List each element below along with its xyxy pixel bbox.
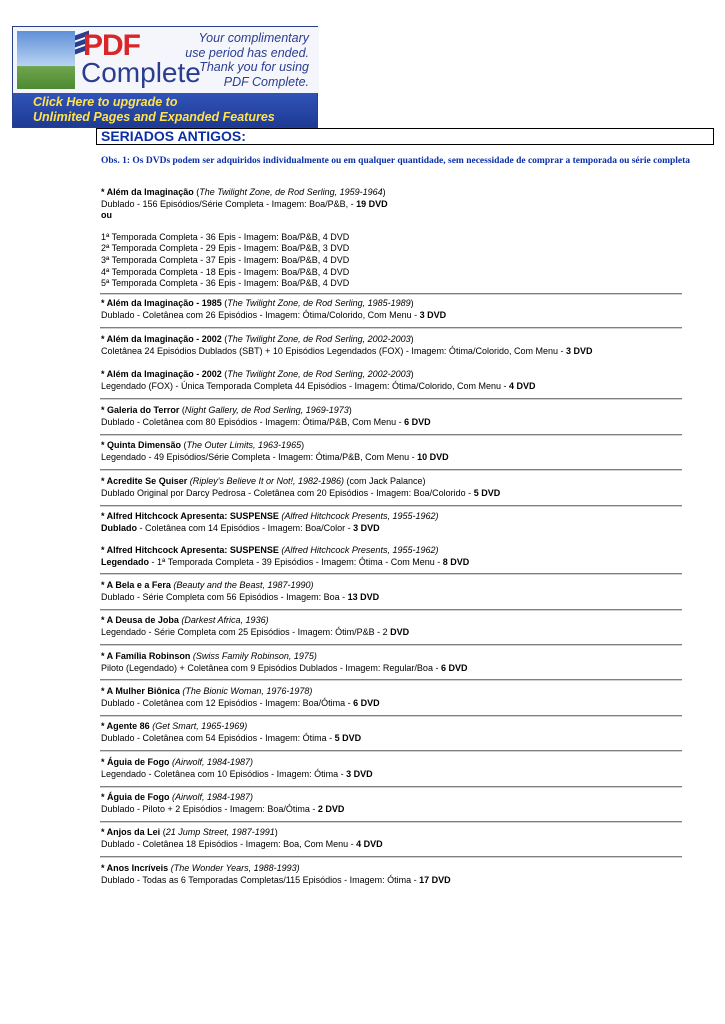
entry-original-title: The Twilight Zone, de Rod Serling, 2002-2003 xyxy=(227,369,411,379)
entry-language: Dublado xyxy=(101,522,137,533)
catalog-entry xyxy=(101,651,467,674)
catalog-entry xyxy=(101,334,593,357)
banner-message-line: use period has ended. xyxy=(185,45,309,60)
entry-dvd-count: 8 DVD xyxy=(442,556,470,567)
catalog-entry xyxy=(101,187,388,290)
divider xyxy=(100,609,682,610)
divider xyxy=(100,679,682,680)
entry-details: Dublado - Piloto + 2 Episódios - Imagem: Boa/Ótima - xyxy=(101,803,318,814)
entry-title: * Além da Imaginação xyxy=(101,187,194,197)
banner-message xyxy=(179,31,309,89)
entry-details: Legendado - Série Completa com 25 Episódios - Imagem: Ótim/P&B - 2 xyxy=(101,626,391,637)
entry-dvd-count: 4 DVD xyxy=(509,380,536,391)
entry-original-title: (Alfred Hitchcock Presents, 1955-1962) xyxy=(281,545,439,555)
entry-title: * A Deusa de Joba xyxy=(101,615,179,625)
entry-original-title: The Twilight Zone, de Rod Serling, 1959-1964 xyxy=(199,187,383,197)
entry-title: * A Bela e a Fera xyxy=(101,580,171,590)
entry-title: * Águia de Fogo xyxy=(101,792,170,802)
catalog-entry xyxy=(101,405,431,428)
season-line: 3ª Temporada Completa - 37 Epis - Imagem: Boa/P&B, 4 DVD xyxy=(101,254,350,265)
catalog-entry xyxy=(101,863,451,886)
entry-dvd-count: 2 DVD xyxy=(317,803,345,814)
divider xyxy=(100,786,682,787)
entry-dvd-count: 10 DVD xyxy=(417,451,449,462)
entry-dvd-count: DVD xyxy=(390,626,410,637)
entry-dvd-count: 13 DVD xyxy=(347,591,380,602)
entry-dvd-count: 3 DVD xyxy=(346,768,373,779)
catalog-entry xyxy=(101,511,438,534)
entry-title: * A Família Robinson xyxy=(101,651,191,661)
upgrade-link-line1[interactable]: Click Here to upgrade to xyxy=(33,95,178,109)
entry-punct: ( xyxy=(179,405,185,415)
entry-details: Dublado - 156 Episódios/Série Completa - Imagem: Boa/P&B, - xyxy=(101,198,357,209)
entry-dvd-count: 6 DVD xyxy=(440,662,468,673)
catalog-entry xyxy=(101,476,500,499)
entry-original-title: (The Wonder Years, 1988-1993) xyxy=(170,863,300,873)
entry-dvd-count: 17 DVD xyxy=(419,874,451,885)
entry-punct: ) xyxy=(410,334,414,344)
entry-punct: ( xyxy=(221,369,228,379)
skydiver-image xyxy=(17,31,75,89)
entry-original-title: (Beauty and the Beast, 1987-1990) xyxy=(173,580,314,590)
entry-title: * Anjos da Lei xyxy=(101,827,161,837)
entry-original-title: (Ripley's Believe It or Not!, 1982-1986) xyxy=(189,476,345,486)
entry-details: Dublado - Coletânea com 26 Episódios - Imagem: Ótima/Colorido, Com Menu - xyxy=(101,309,420,320)
divider xyxy=(100,327,682,328)
entry-details: - 1ª Temporada Completa - 39 Episódios - Imagem: Ótima - Com Menu - xyxy=(149,556,443,567)
entry-dvd-count: 6 DVD xyxy=(404,416,431,427)
entry-original-title: (Alfred Hitchcock Presents, 1955-1962) xyxy=(281,511,439,521)
entry-title: * Além da Imaginação - 1985 xyxy=(101,298,222,308)
section-header-box xyxy=(96,128,714,145)
entry-details: Dublado - Coletânea com 80 Episódios - Imagem: Ótima/P&B, Com Menu - xyxy=(101,416,405,427)
entry-punct: ) xyxy=(274,827,278,837)
catalog-entry xyxy=(101,615,409,638)
catalog-entry xyxy=(101,298,446,321)
catalog-entry xyxy=(101,757,373,780)
entry-original-title: (Airwolf, 1984-1987) xyxy=(172,792,254,802)
catalog-entry xyxy=(101,827,383,850)
entry-title: * Além da Imaginação - 2002 xyxy=(101,369,222,379)
upgrade-link[interactable] xyxy=(13,93,317,127)
entry-punct: ) xyxy=(410,369,414,379)
entry-details: Piloto (Legendado) + Coletânea com 9 Episódios Dublados - Imagem: Regular/Boa - xyxy=(101,662,441,673)
complete-logo-text: Complete xyxy=(81,57,201,88)
divider xyxy=(100,821,682,822)
entry-punct: ) xyxy=(410,298,414,308)
season-line: 4ª Temporada Completa - 18 Epis - Imagem: Boa/P&B, 4 DVD xyxy=(101,266,350,277)
divider xyxy=(100,434,682,435)
obs-note: Obs. 1: Os DVDs podem ser adquiridos individualmente ou em qualquer quantidade, sem necessidade de comprar a temporada ou série completa xyxy=(101,156,691,166)
section-title: SERIADOS ANTIGOS: xyxy=(101,128,246,144)
banner-message-line: Thank you for using xyxy=(199,60,309,74)
season-line: 2ª Temporada Completa - 29 Epis - Imagem: Boa/P&B, 3 DVD xyxy=(101,243,350,254)
entry-punct: ) xyxy=(382,187,386,197)
divider xyxy=(100,469,682,470)
entry-punct: ( xyxy=(193,187,200,197)
catalog-entry xyxy=(101,369,536,392)
banner-message-line: PDF Complete. xyxy=(223,74,309,89)
entry-dvd-count: 4 DVD xyxy=(356,838,383,849)
entry-punct: ( xyxy=(221,298,228,308)
upgrade-link-line2[interactable]: Unlimited Pages and Expanded Features xyxy=(33,110,275,124)
entry-dvd-count: 5 DVD xyxy=(473,487,501,498)
divider xyxy=(100,715,682,716)
entry-dvd-count: 5 DVD xyxy=(334,732,362,743)
entry-punct: ( xyxy=(221,334,228,344)
entry-or: ou xyxy=(101,210,112,221)
entry-title: * Quinta Dimensão xyxy=(101,440,182,450)
divider xyxy=(100,293,682,294)
catalog-entry xyxy=(101,686,380,709)
entry-original-title: The Outer Limits, 1963-1965 xyxy=(186,440,302,450)
entry-title: * Agente 86 xyxy=(101,721,150,731)
entry-details: Dublado Original por Darcy Pedrosa - Coletânea com 20 Episódios - Imagem: Boa/Colorido - xyxy=(101,487,474,498)
banner-message-line: Your complimentary xyxy=(198,31,309,45)
entry-dvd-count: 3 DVD xyxy=(353,522,380,533)
pdf-logo-text: PDF xyxy=(83,29,140,62)
catalog-entry xyxy=(101,792,344,815)
entry-details: Legendado (FOX) - Única Temporada Completa 44 Episódios - Imagem: Ótima/Colorido, Com Menu - xyxy=(101,380,510,391)
entry-original-title: (The Bionic Woman, 1976-1978) xyxy=(182,686,313,696)
catalog-entry xyxy=(101,545,469,568)
banner-logo-area xyxy=(13,27,319,93)
season-line: 1ª Temporada Completa - 36 Epis - Imagem: Boa/P&B, 4 DVD xyxy=(101,231,350,242)
entry-punct: ( xyxy=(160,827,166,837)
entry-original-title: (Darkest Africa, 1936) xyxy=(181,615,269,625)
divider xyxy=(100,750,682,751)
entry-punct: ) xyxy=(348,405,352,415)
entry-dvd-count: 6 DVD xyxy=(353,697,380,708)
entry-details: - Coletânea com 14 Episódios - Imagem: Boa/Color - xyxy=(137,522,354,533)
entry-punct: (com Jack Palance) xyxy=(344,476,426,486)
entry-title: * Galeria do Terror xyxy=(101,405,180,415)
divider xyxy=(100,573,682,574)
pdf-complete-banner[interactable] xyxy=(12,26,318,128)
entry-dvd-count: 19 DVD xyxy=(356,198,388,209)
entry-title: * Anos Incríveis xyxy=(101,863,169,873)
entry-punct: ( xyxy=(181,440,187,450)
entry-original-title: (Swiss Family Robinson, 1975) xyxy=(192,651,317,661)
entry-dvd-count: 3 DVD xyxy=(419,309,447,320)
divider xyxy=(100,644,682,645)
divider xyxy=(100,505,682,506)
catalog-entry xyxy=(101,440,449,463)
entry-details: Dublado - Série Completa com 56 Episódios - Imagem: Boa - xyxy=(101,591,348,602)
catalog-entry xyxy=(101,580,379,603)
entry-details: Dublado - Todas as 6 Temporadas Completas/115 Episódios - Imagem: Ótima - xyxy=(101,874,420,885)
entry-original-title: The Twilight Zone, de Rod Serling, 1985-1989 xyxy=(227,298,411,308)
catalog-entry xyxy=(101,721,361,744)
entry-original-title: (Get Smart, 1965-1969) xyxy=(152,721,248,731)
entry-title: * A Mulher Biônica xyxy=(101,686,180,696)
entry-title: * Alfred Hitchcock Apresenta: SUSPENSE xyxy=(101,511,279,521)
divider xyxy=(100,856,682,857)
season-line: 5ª Temporada Completa - 36 Epis - Imagem: Boa/P&B, 4 DVD xyxy=(101,278,350,289)
entry-details: Legendado - 49 Episódios/Série Completa - Imagem: Ótima/P&B, Com Menu - xyxy=(101,451,418,462)
entry-details: Legendado - Coletânea com 10 Episódios - Imagem: Ótima - xyxy=(101,768,347,779)
entry-dvd-count: 3 DVD xyxy=(565,345,593,356)
entry-original-title: Night Gallery, de Rod Serling, 1969-1973 xyxy=(184,405,349,415)
entry-original-title: The Twilight Zone, de Rod Serling, 2002-2003 xyxy=(227,334,411,344)
entry-title: * Acredite Se Quiser xyxy=(101,476,188,486)
entry-language: Legendado xyxy=(101,556,150,567)
entry-title: * Além da Imaginação - 2002 xyxy=(101,334,222,344)
entry-title: * Águia de Fogo xyxy=(101,757,170,767)
entry-details: Coletânea 24 Episódios Dublados (SBT) + 10 Episódios Legendados (FOX) - Imagem: Ótima/Colorido, Com Menu - xyxy=(101,345,566,356)
entry-original-title: (Airwolf, 1984-1987) xyxy=(172,757,254,767)
entry-details: Dublado - Coletânea 18 Episódios - Imagem: Boa, Com Menu - xyxy=(101,838,357,849)
divider xyxy=(100,398,682,399)
entry-punct: ) xyxy=(301,440,305,450)
entry-title: * Alfred Hitchcock Apresenta: SUSPENSE xyxy=(101,545,279,555)
entry-details: Dublado - Coletânea com 54 Episódios - Imagem: Ótima - xyxy=(101,732,335,743)
entry-details: Dublado - Coletânea com 12 Episódios - Imagem: Boa/Ótima - xyxy=(101,697,354,708)
entry-original-title: 21 Jump Street, 1987-1991 xyxy=(165,827,275,837)
